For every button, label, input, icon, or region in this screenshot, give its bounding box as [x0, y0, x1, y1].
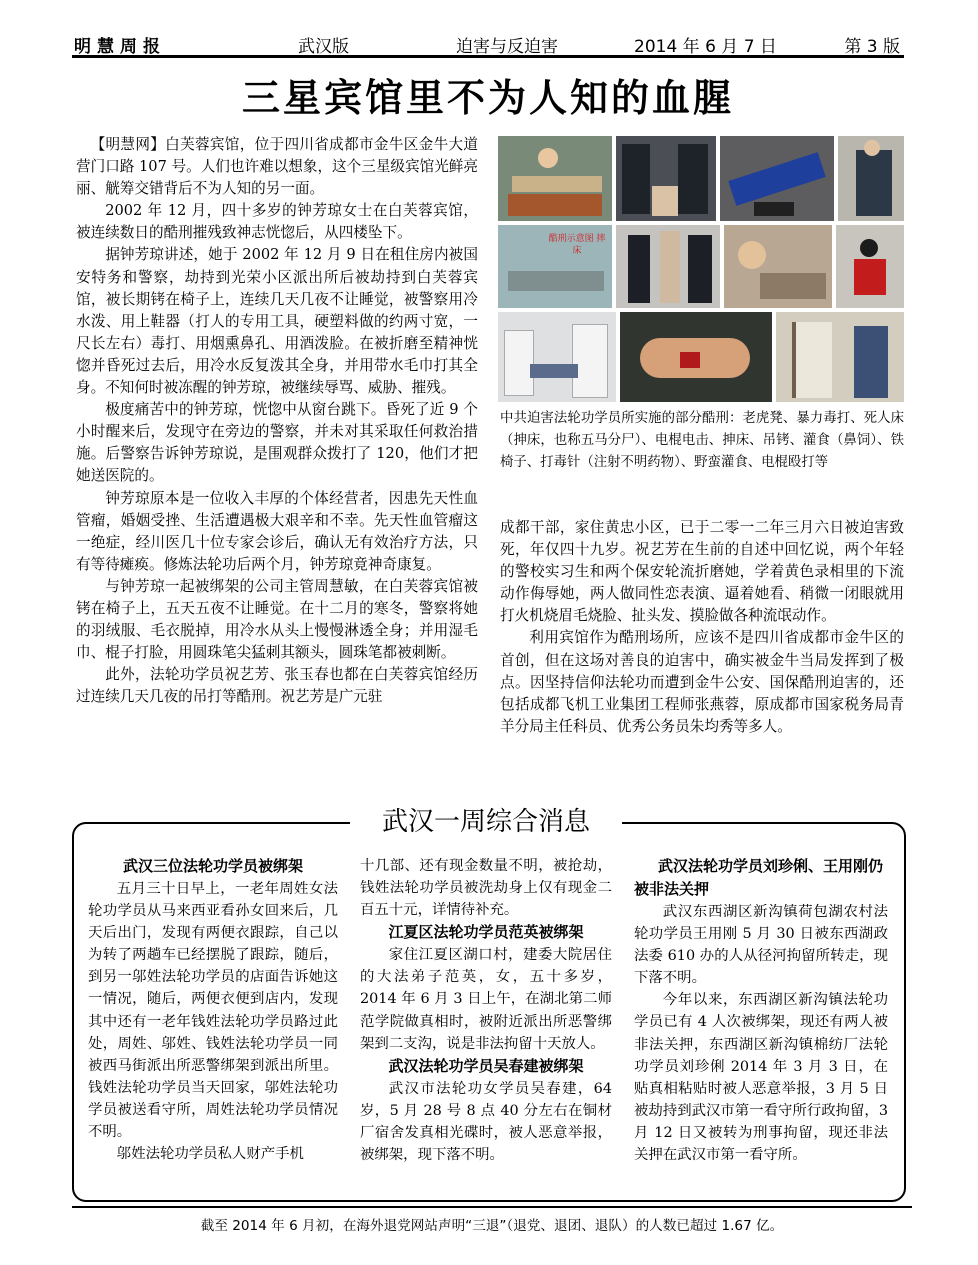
torture-photo-collage: [498, 136, 904, 402]
photo-dead-person-bed: [720, 136, 834, 221]
news-heading: 江夏区法轮功学员范英被绑架: [388, 923, 584, 942]
photo-electric-baton: [838, 136, 904, 221]
article-paragraph: 钟芳琼原本是一位收入丰厚的个体经营者，因患先天性血管瘤，婚姻受挫、生活遭遇极大艰辛和不幸。先天性血管瘤这一绝症，经川医几十位专家会诊后，确认无有效治疗方法，只有等待瘫痪。修炼法轮功后两个月，钟芳琼竟神奇康复。: [76, 489, 478, 573]
news-column-1: [88, 855, 338, 1165]
news-paragraph: 今年以来，东西湖区新沟镇法轮功学员已有 4 人次被绑架，现还有两人被非法关押，东西湖区新沟镇棉纺厂法轮功学员刘珍俐 2014 年 3 月 3 日，在贴真相粘贴时被人恶意举报，3 月 5 日被劫持到武汉市第一看守所行政拘留，3 月 12 日又被转为刑事拘留，现还非法关押在武汉市第一看守所。: [634, 992, 888, 1164]
article-paragraph: 极度痛苦中的钟芳琼，恍惚中从窗台跳下。昏死了近 9 个小时醒来后，发现守在旁边的警察，并未对其采取任何救治措施。后警察告诉钟芳琼说，是围观群众拨打了 120，他们才把她送医院的。: [76, 401, 478, 485]
news-heading: 武汉三位法轮功学员被绑架: [122, 857, 303, 875]
photo-baton-beating: [776, 312, 904, 402]
photo-caption: 中共迫害法轮功学员所实施的部分酷刑：老虎凳、暴力毒打、死人床（抻床，也称五马分尸）、电棍电击、抻床、吊铐、灌食（鼻饲）、铁椅子、打毒针（注射不明药物）、野蛮灌食、电棍殴打等: [500, 411, 904, 470]
article-paragraph: 据钟芳琼讲述，她于 2002 年 12 月 9 日在租住房内被国安特务和警察，劫持到光荣小区派出所后被劫持到白芙蓉宾馆，被长期铐在椅子上，连续几天几夜不让睡觉，被警察用冷水泼、用上鞋器（打人的专用工具，硬塑料做的约两寸宽，一尺长左右）毒打、用烟熏鼻孔、用酒泼脸。在被折磨至精神恍惚并昏死过去后，用冷水反复泼其全身，并用带水毛巾打其全身。不知何时被冻醒的钟芳琼，被继续辱骂、威胁、摧残。: [76, 246, 478, 397]
masthead: [72, 28, 904, 58]
news-heading: 武汉法轮功学员刘珍俐、王用刚仍被非法关押: [634, 857, 884, 898]
article-right-column: [500, 517, 904, 738]
news-paragraph: 邬姓法轮功学员私人财产手机: [116, 1146, 304, 1163]
article-paragraph: 成都干部，家住黄忠小区，已于二零一二年三月六日被迫害致死，年仅四十九岁。祝艺芳在生前的自述中回忆说，两个年轻的警校实习生和两个保安轮流折磨她，学着黄色录相里的下流动作侮辱她，两人做同性恋表演、逼着她看、稍微一闭眼就用打火机烧眉毛烧脸、扯头发、摸脸做各种流氓动作。: [500, 519, 904, 625]
photo-brutal-feeding: [620, 312, 772, 402]
section-label: 迫害与反迫害: [456, 37, 558, 57]
news-paragraph: 家住江夏区湖口村，建委大院居住的大法弟子范英，女，五十多岁，2014 年 6 月 3 日上午，在湖北第二师范学院做真相时，被附近派出所恶警绑架到二支沟，说是非法拘留十天放人。: [360, 947, 612, 1052]
photo-poison-injection: [498, 312, 616, 402]
photo-label: 酷刑示意图 摔床: [548, 234, 606, 256]
photo-beating: [616, 136, 716, 221]
article-paragraph: 利用宾馆作为酷刑场所，应该不是四川省成都市金牛区的首创，但在这场对善良的迫害中，确实被金牛当局发挥到了极点。因坚持信仰法轮功而遭到金牛公安、国保酷刑迫害的，还包括成都飞机工业集团工程师张燕蓉，原成都市国家税务局青羊分局主任科员、优秀公务员朱均秀等多人。: [500, 629, 904, 735]
news-box-title: 武汉一周综合消息: [350, 800, 622, 844]
photo-stretching-bed: [498, 225, 612, 308]
edition-label: 武汉版: [298, 37, 349, 57]
news-column-3: [634, 855, 888, 1166]
article-headline: 三星宾馆里不为人知的血腥: [241, 75, 734, 120]
article-paragraph: 此外，法轮功学员祝艺芳、张玉春也都在白芙蓉宾馆经历过连续几天几夜的吊打等酷刑。祝艺芳是广元驻: [76, 666, 478, 706]
news-paragraph: 十几部、还有现金数量不明，被抢劫，钱姓法轮功学员被洗劫身上仅有现金二百五十元，详情待补充。: [360, 858, 612, 919]
issue-date: 2014 年 6 月 7 日: [634, 37, 777, 57]
newspaper-name: 明慧周报: [74, 37, 166, 57]
footer-rule: [72, 1206, 912, 1208]
news-paragraph: 五月三十日早上，一老年周姓女法轮功学员从马来西亚看孙女回来后，几天后出门，发现有两便衣跟踪，自己以为转了两趟车已经摆脱了跟踪，随后，到另一邬姓法轮功学员的店面告诉她这一情况，随后，两便衣便到店内，发现其中还有一老年钱姓法轮功学员路过此处，周姓、邬姓、钱姓法轮功学员一同被西马街派出所恶警绑架到派出所里。钱姓法轮功学员当天回家，邬姓法轮功学员被送看守所，周姓法轮功学员情况不明。: [88, 881, 338, 1141]
page-number: 第 3 版: [844, 37, 900, 57]
photo-force-feeding: [724, 225, 832, 308]
photo-hanging-handcuffs: [616, 225, 720, 308]
footer-notice: 截至 2014 年 6 月初，在海外退党网站声明“三退”（退党、退团、退队）的人数已超过 1.67 亿。: [200, 1218, 784, 1234]
article-paragraph: 2002 年 12 月，四十多岁的钟芳琼女士在白芙蓉宾馆，被连续数日的酷刑摧残致神志恍惚后，从四楼坠下。: [76, 202, 478, 242]
news-heading: 武汉法轮功学员吴春建被绑架: [388, 1056, 584, 1075]
article-paragraph: 与钟芳琼一起被绑架的公司主管周慧敏，在白芙蓉宾馆被铐在椅子上，五天五夜不让睡觉。在十二月的寒冬，警察将她的羽绒服、毛衣脱掉，用冷水从头上慢慢淋透全身；并用湿毛巾、棍子打脸，用圆珠笔尖猛刺其额头，圆珠笔都被刺断。: [76, 577, 478, 662]
photo-tiger-bench: [498, 136, 612, 221]
news-column-2: [360, 855, 612, 1166]
news-paragraph: 武汉市法轮功女学员吴春建，64 岁，5 月 28 号 8 点 40 分左右在铜材厂宿舍发真相光碟时，被人恶意举报，被绑架，现下落不明。: [360, 1080, 612, 1164]
news-paragraph: 武汉东西湖区新沟镇荷包湖农村法轮功学员王用刚 5 月 30 日被东西湖政法委 610 办的人从径河拘留所转走，现下落不明。: [634, 904, 888, 987]
article-paragraph: 【明慧网】白芙蓉宾馆，位于四川省成都市金牛区金牛大道营门口路 107 号。人们也许难以想象，这个三星级宾馆光鲜亮丽、觥筹交错背后不为人知的另一面。: [76, 136, 478, 198]
photo-iron-chair: [836, 225, 904, 308]
article-left-column: [76, 134, 478, 708]
